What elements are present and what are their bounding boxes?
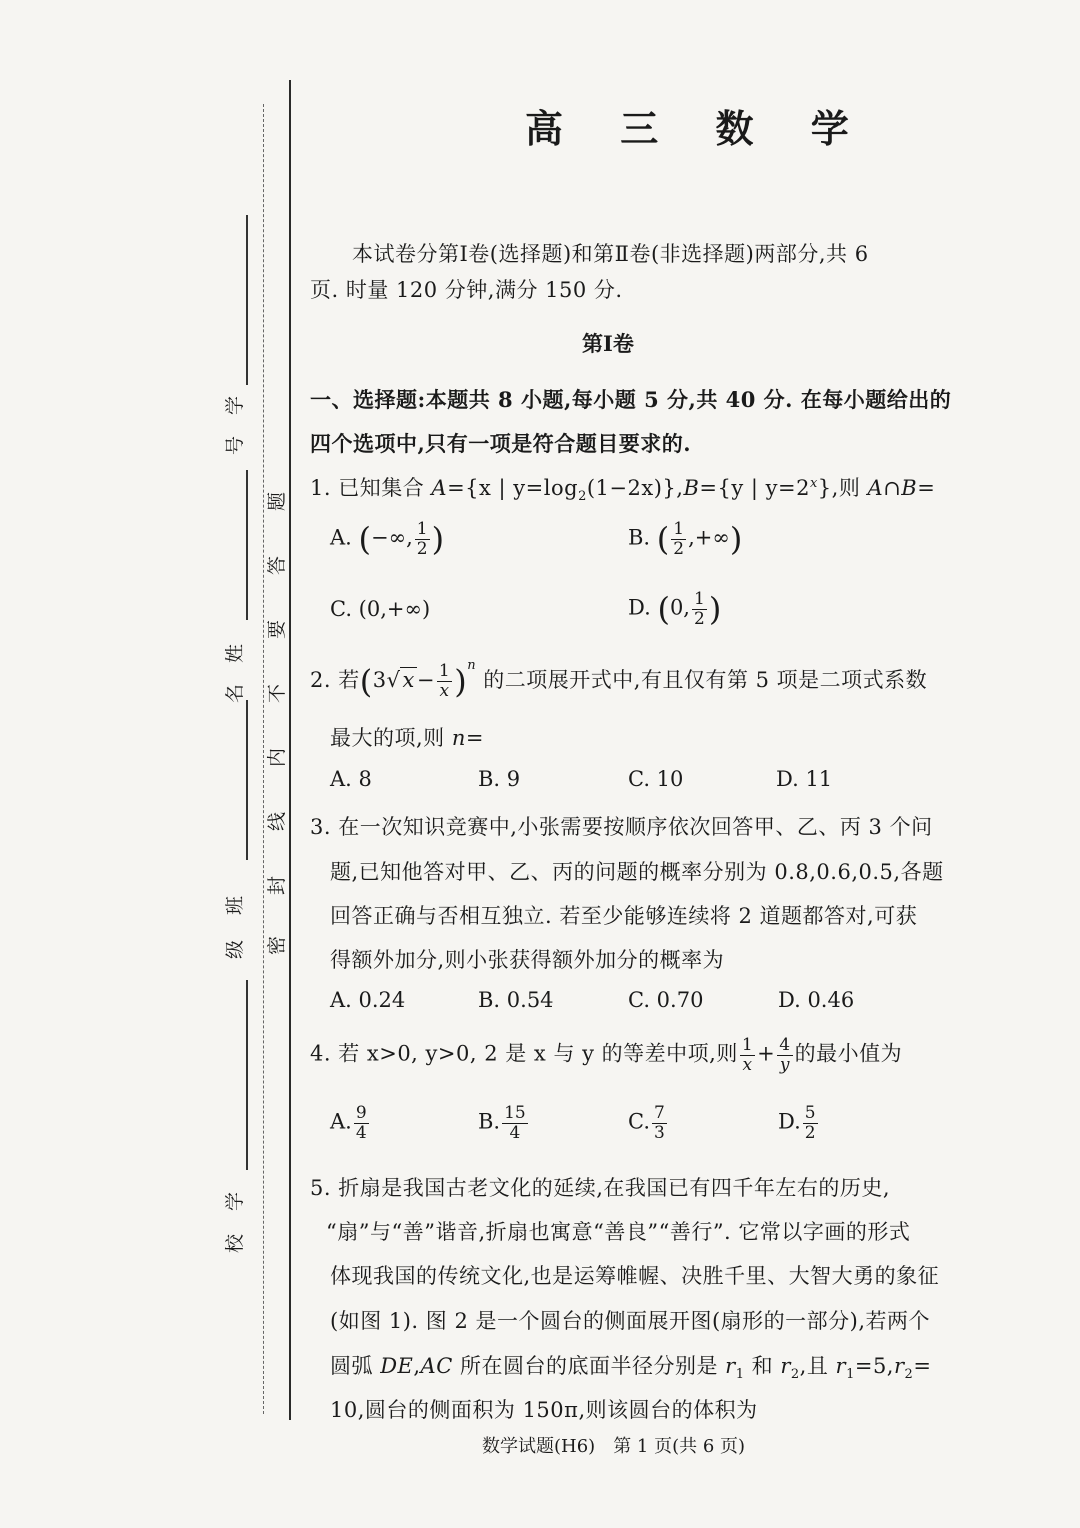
- student-id-blank: [246, 215, 248, 385]
- q4-option-c: C. $\frac{7}{3}$: [628, 1103, 665, 1143]
- school-blank: [246, 980, 248, 1170]
- seal-char-yao: 要: [266, 619, 289, 640]
- q4-option-d: D. $\frac{5}{2}$: [778, 1103, 816, 1143]
- name-blank: [246, 470, 248, 620]
- margin-label-xiao: 校: [224, 1233, 247, 1254]
- page-title: 高 三 数 学: [525, 106, 871, 151]
- seal-char-nei: 内: [266, 747, 289, 768]
- q1-option-a: A. (−∞, $\frac{1}{2}$ ): [330, 519, 445, 559]
- q3-option-c: C. 0.70: [628, 988, 704, 1012]
- section-heading-line-1: 一、选择题:本题共 8 小题,每小题 5 分,共 40 分. 在每小题给出的: [310, 387, 952, 412]
- seal-char-da: 答: [266, 555, 289, 576]
- seal-solid-line: [289, 80, 291, 1420]
- q4-stem: 4. 若 x>0, y>0, 2 是 x 与 y 的等差中项,则 $\frac{1}{x}$ + $\frac{4}{y}$ 的最小值为: [310, 1035, 903, 1075]
- q4-option-a: A. $\frac{9}{4}$: [330, 1103, 367, 1143]
- volume-title: 第Ⅰ卷: [582, 331, 634, 356]
- margin-label-ji: 级: [224, 939, 247, 960]
- q5-line-6: 10,圆台的侧面积为 150π,则该圆台的体积为: [330, 1398, 758, 1422]
- class-blank: [246, 700, 248, 860]
- q5-line-3: 体现我国的传统文化,也是运筹帷幄、决胜千里、大智大勇的象征: [330, 1264, 940, 1288]
- margin-label-xing: 姓: [224, 643, 247, 664]
- q3-line-4: 得额外加分,则小张获得额外加分的概率为: [330, 948, 725, 972]
- seal-char-mi: 密: [266, 935, 289, 956]
- q2-stem-line-2: 最大的项,则 n=: [330, 726, 484, 750]
- q2-option-b: B. 9: [478, 767, 521, 791]
- seal-char-feng: 封: [266, 875, 289, 896]
- q2-stem: 2. 若(3√x− $\frac{1}{x}$ )$^n$ 的二项展开式中,有且仅有第 5 项是二项式系数: [310, 658, 928, 701]
- margin-label-ming: 名: [224, 683, 247, 704]
- q1-stem: 1. 已知集合 A={x | $y=\log_2(1-2x)\},B=\{y$ | $y=2^x$},则 A∩B=: [310, 476, 936, 505]
- page-footer: 数学试题(H6) 第 1 页(共 6 页): [482, 1436, 746, 1457]
- q2-option-a: A. 8: [330, 767, 372, 791]
- seal-char-ti: 题: [266, 491, 289, 512]
- q3-line-2: 题,已知他答对甲、乙、丙的问题的概率分别为 0.8,0.6,0.5,各题: [330, 860, 944, 884]
- q2-option-d: D. 11: [776, 767, 833, 791]
- seal-char-xian: 线: [266, 811, 289, 832]
- section-heading-line-2: 四个选项中,只有一项是符合题目要求的.: [310, 431, 692, 456]
- q2-option-c: C. 10: [628, 767, 684, 791]
- margin-label-ban: 班: [224, 895, 247, 916]
- q5-line-1: 5. 折扇是我国古老文化的延续,在我国已有四千年左右的历史,: [310, 1176, 891, 1200]
- q5-line-5: 圆弧 DE,AC 所在圆台的底面半径分别是 $r_1$ 和 $r_2$,且 $r_1=5,r_2=$: [330, 1354, 932, 1383]
- q1-option-d: D. (0, $\frac{1}{2}$ ): [628, 589, 722, 629]
- margin-label-xue2: 学: [224, 1191, 247, 1212]
- seal-char-bu: 不: [266, 683, 289, 704]
- intro-line-1: 本试卷分第Ⅰ卷(选择题)和第Ⅱ卷(非选择题)两部分,共 6: [352, 242, 869, 266]
- q3-option-d: D. 0.46: [778, 988, 855, 1012]
- q1-option-b: B. ( $\frac{1}{2}$ ,+∞): [628, 519, 743, 559]
- margin-label-xue: 学: [224, 395, 247, 416]
- intro-line-2: 页. 时量 120 分钟,满分 150 分.: [310, 278, 623, 302]
- q3-line-3: 回答正确与否相互独立. 若至少能够连续将 2 道题都答对,可获: [330, 904, 918, 928]
- q3-line-1: 3. 在一次知识竞赛中,小张需要按顺序依次回答甲、乙、丙 3 个问: [310, 815, 933, 839]
- q3-option-b: B. 0.54: [478, 988, 554, 1012]
- q1-option-c: C. (0,+∞): [330, 597, 431, 621]
- q5-line-4: (如图 1). 图 2 是一个圆台的侧面展开图(扇形的一部分),若两个: [330, 1309, 931, 1333]
- q3-option-a: A. 0.24: [330, 988, 406, 1012]
- margin-label-hao: 号: [224, 435, 247, 456]
- q5-line-2: “扇”与“善”谐音,折扇也寓意“善良”“善行”. 它常以字画的形式: [326, 1220, 911, 1244]
- q4-option-b: B. $\frac{15}{4}$: [478, 1103, 526, 1143]
